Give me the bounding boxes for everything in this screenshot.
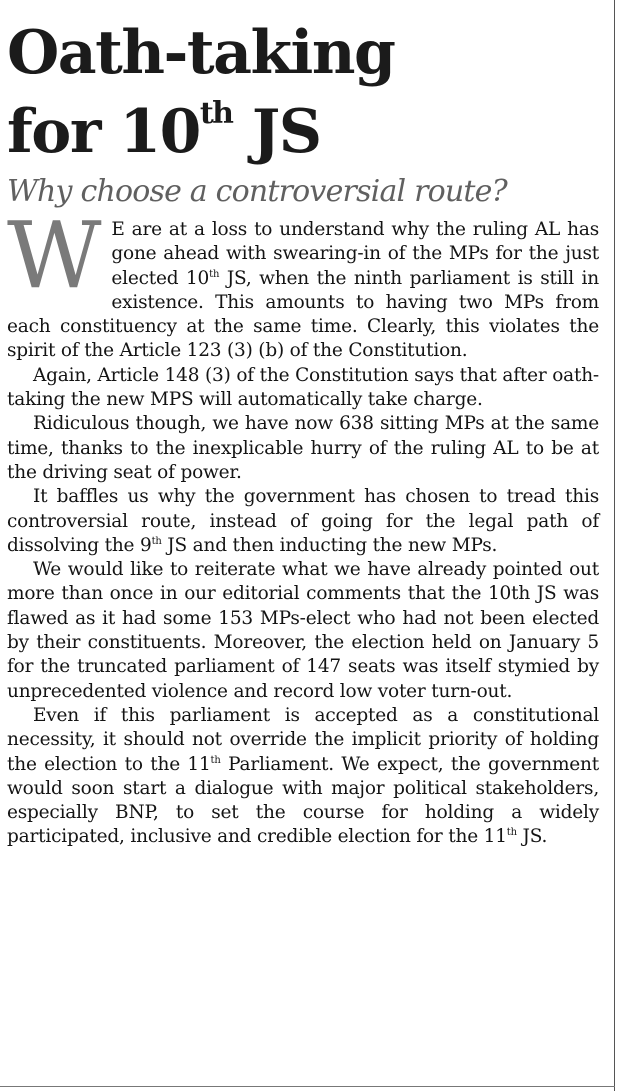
subheadline: Why choose a controversial route? (7, 174, 507, 209)
headline-line-1: Oath-taking (7, 18, 395, 88)
column-rule-bottom (0, 1086, 615, 1087)
paragraph-4 (7, 485, 599, 558)
paragraph-6-text-b: Parliament. We expect, the government would soon start a dialogue with major political stakeholders, especially BNP, to set the course for holding a widely participated, inclusive and credible election for the 11 (7, 753, 599, 848)
headline-line-2-pre: for 10 (7, 97, 200, 167)
column-rule-right (614, 0, 615, 1091)
paragraph-6-superscript-1: th (210, 754, 221, 766)
paragraph-1-text-b: JS, when the ninth parliament is still in existence. This amounts to having two MPs from each constituency at the same time. Clearly, this violates the spirit of the Article 123 (3) (b) of the Constitution. (7, 267, 599, 362)
drop-cap: W (7, 202, 102, 309)
paragraph-3: Ridiculous though, we have now 638 sitting MPs at the same time, thanks to the inexplicable hurry of the ruling AL to be at the driving seat of power. (7, 413, 599, 483)
paragraph-4-text-a: It baffles us why the government has chosen to tread this controversial route, instead of going for the legal path of dissolving the 9 (7, 486, 599, 556)
paragraph-6 (7, 704, 599, 850)
editorial-article (7, 14, 599, 850)
paragraph-4-text-b: JS and then inducting the new MPs. (161, 534, 498, 556)
paragraph-2: Again, Article 148 (3) of the Constitution says that after oath-taking the new MPS will automatically take charge. (7, 364, 599, 411)
article-body (7, 202, 599, 850)
headline-superscript: th (199, 96, 233, 131)
paragraph-6-text-a: Even if this parliament is accepted as a constitutional necessity, it should not override the implicit priority of holding the election to the 11 (7, 704, 599, 775)
paragraph-1-superscript: th (209, 268, 220, 280)
paragraph-6-superscript-2: th (506, 827, 517, 839)
paragraph-6-text-c: JS. (516, 826, 548, 848)
paragraph-5: We would like to reiterate what we have already pointed out more than once in our editorial comments that the 10th JS was flawed as it had some 153 MPs-elect who had not been elected by their constituents. Moreover, the election held on January 5 for the truncated parliament of 147 seats was itself stymied by unprecedented violence and record low voter turn-out. (7, 559, 599, 702)
paragraph-1 (7, 202, 599, 364)
headline-line-2-post: JS (232, 97, 321, 167)
paragraph-1-text-a: E are at a loss to understand why the ruling AL has gone ahead with swearing-in of the MPs for the just elected 10 (111, 219, 599, 289)
headline (7, 14, 599, 172)
paragraph-4-superscript: th (151, 535, 162, 547)
